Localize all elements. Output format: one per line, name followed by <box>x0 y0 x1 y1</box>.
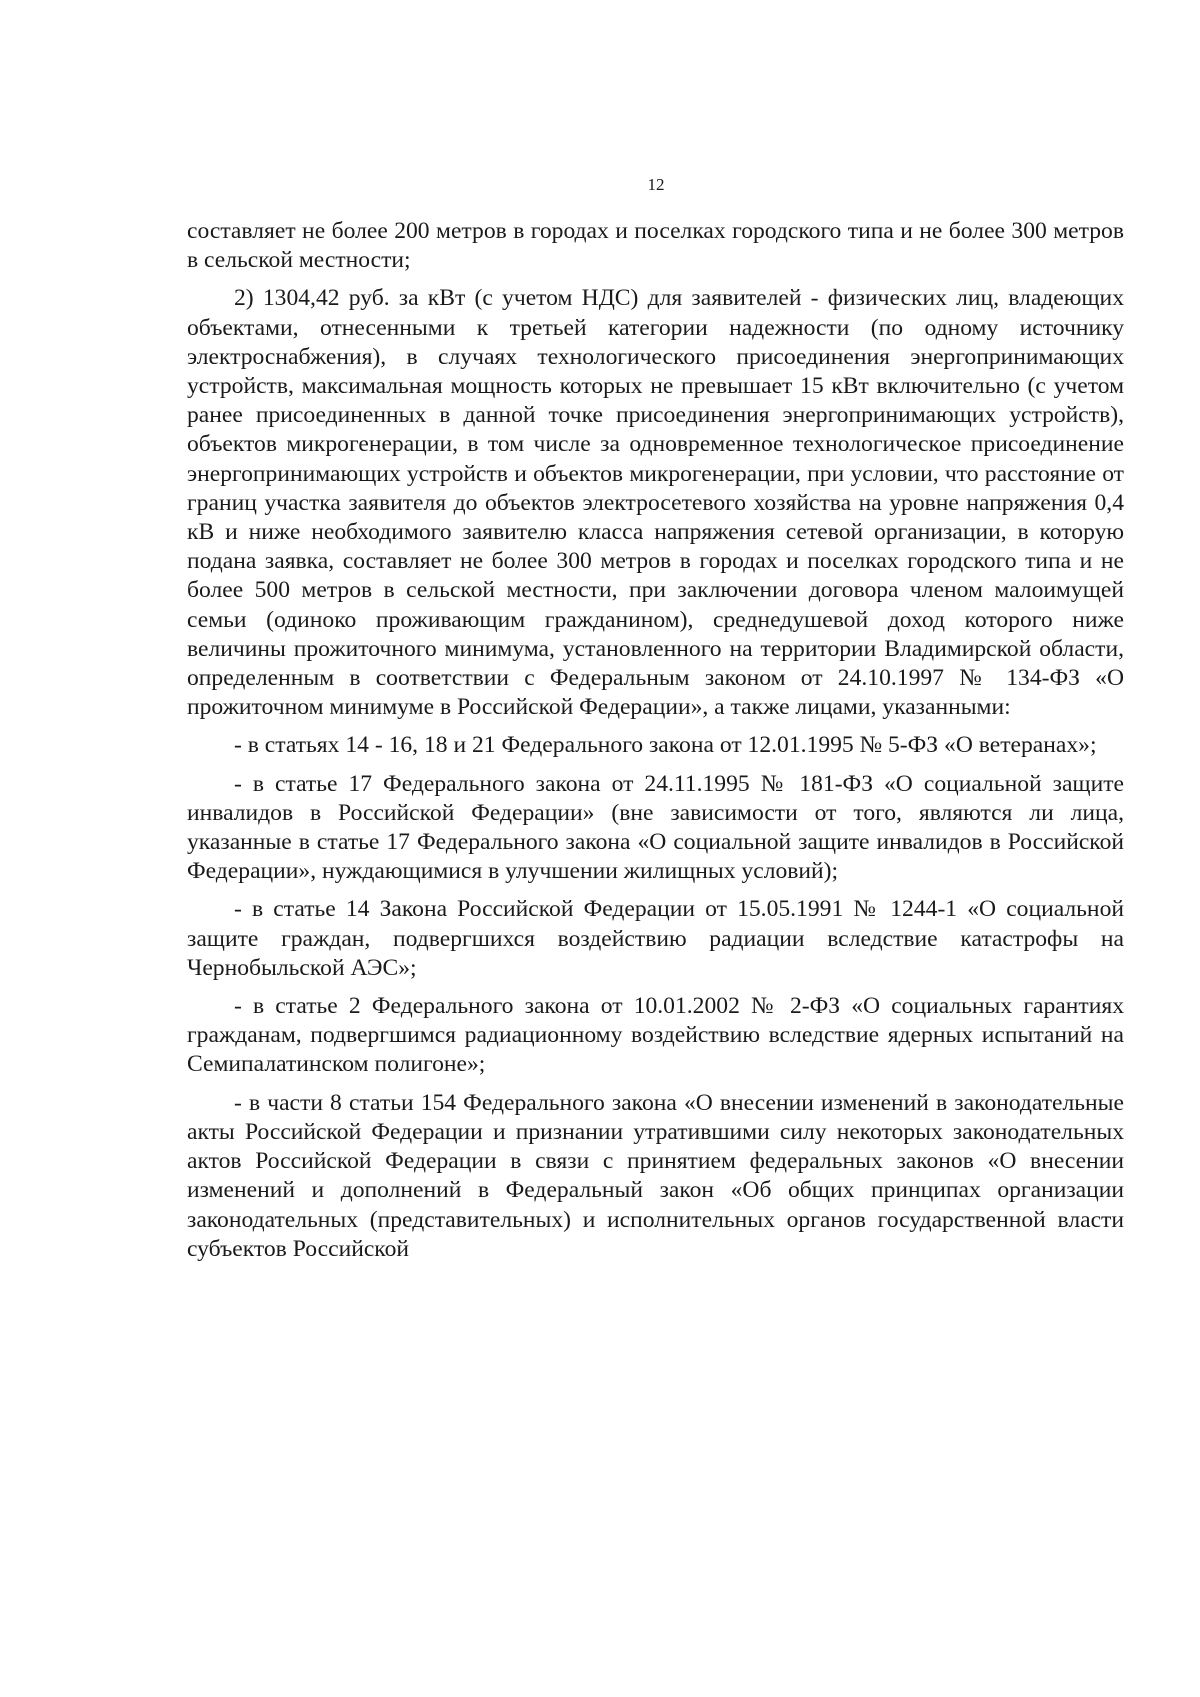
paragraph-semipalatinsk: - в статье 2 Федерального закона от 10.01.2002 № 2-ФЗ «О социальных гарантиях гражданам, подвергшимся радиационному воздействию вследствие ядерных испытаний на Семипалатинском полигоне»; <box>187 993 1124 1078</box>
paragraph-continuation: составляет не более 200 метров в городах и поселках городского типа и не более 300 метров в сельской местности; <box>187 218 1124 274</box>
paragraph-disabled: - в статье 17 Федерального закона от 24.11.1995 № 181-ФЗ «О социальной защите инвалидов в Российской Федерации» (вне зависимости от того, являются ли лица, указанные в статье 17 Федерального закона «О социальной защите инвалидов в Российской Федерации», нуждающимися в улучшении жилищных условий); <box>187 770 1124 885</box>
document-body <box>187 217 1124 1273</box>
paragraph-chernobyl: - в статье 14 Закона Российской Федерации от 15.05.1991 № 1244-1 «О социальной защите граждан, подвергшихся воздействию радиации вследствие катастрофы на Чернобыльской АЭС»; <box>187 896 1124 981</box>
paragraph-veterans: - в статьях 14 - 16, 18 и 21 Федерального закона от 12.01.1995 № 5-ФЗ «О ветеранах»; <box>234 732 1097 759</box>
paragraph-item-2: 2) 1304,42 руб. за кВт (с учетом НДС) для заявителей - физических лиц, владеющих объектами, отнесенными к третьей категории надежности (по одному источнику электроснабжения), в случаях технологического присоединения энергопринимающих устройств, максимальная мощность которых не превышает 15 кВт включительно (с учетом ранее присоединенных в данной точке присоединения энергопринимающих устройств), объектов микрогенерации, в том числе за одновременное технологическое присоединение энергопринимающих устройств и объектов микрогенерации, при условии, что расстояние от границ участка заявителя до объектов электросетевого хозяйства на уровне напряжения 0,4 кВ и ниже необходимого заявителю класса напряжения сетевой организации, в которую подана заявка, составляет не более 300 метров в городах и поселках городского типа и не более 500 метров в сельской местности, при заключении договора членом малоимущей семьи (одиноко проживающим гражданином), среднедушевой доход которого ниже величины прожиточного минимума, установленного на территории Владимирской области, определенным в соответствии с Федеральным законом от 24.10.1997 № 134-ФЗ «О прожиточном минимуме в Российской Федерации», а также лицами, указанными: <box>187 285 1124 721</box>
page-number: 12 <box>647 175 665 194</box>
paragraph-article-154: - в части 8 статьи 154 Федерального закона «О внесении изменений в законодательные акты Российской Федерации и признании утратившими силу некоторых законодательных актов Российской Федерации в связи с принятием федеральных законов «О внесении изменений и дополнений в Федеральный закон «Об общих принципах организации законодательных (представительных) и исполнительных органов государственной власти субъектов Российской <box>187 1089 1124 1262</box>
